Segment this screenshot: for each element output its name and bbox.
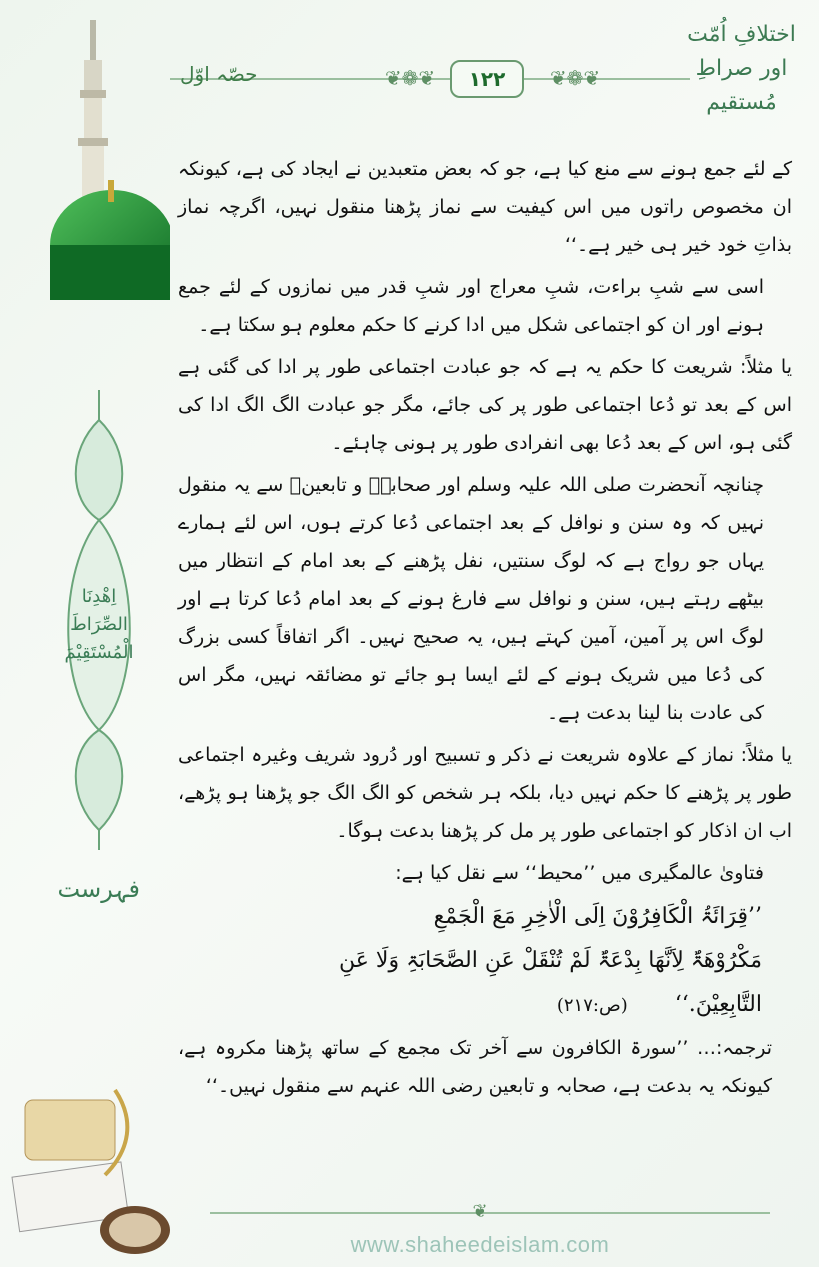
book-title: [684, 18, 799, 120]
arabic-quote-line-1: ’’قِرَائَۃُ الْکَافِرُوْنَ اِلَی الْاٰخِرِ مَعَ الْجَمْعِ: [433, 904, 762, 929]
section-label: حصّہ اوّل: [180, 62, 258, 86]
arabic-quote-line-3-text: التَّابِعِیْنَ.‘‘: [674, 992, 762, 1017]
arabic-quote-line-2: مَکْرُوْھَۃٌ لِاَنَّھَا بِدْعَۃٌ لَمْ تُنْقَلْ عَنِ الصَّحَابَۃِ وَلَا عَنِ: [339, 948, 762, 973]
website-link[interactable]: www.shaheedeislam.com: [350, 1232, 610, 1257]
reference: (ص:۲۱۷): [556, 995, 628, 1016]
translation: ترجمہ:… ’’سورۃ الکافرون سے آخر تک مجمع کے ساتھ پڑھنا مکروہ ہے، کیونکہ یہ بدعت ہے، صحابہ و تابعین رضی اللہ عنہم سے منقول نہیں۔‘‘: [178, 1037, 772, 1097]
paragraph-4: چنانچہ آنحضرت صلی اللہ علیہ وسلم اور صحابہؓ و تابعینؒ سے یہ منقول نہیں کہ وہ سنن و نوافل کے بعد اجتماعی دُعا کرتے ہوں، اس لئے ہمارے یہاں جو رواج ہے کہ لوگ سنتیں، نفل پڑھنے کے بعد امام کے انتظار میں بیٹھے رہتے ہیں، سنن و نوافل سے فارغ ہونے کے بعد امام دُعا کرتا ہے اور لوگ اس پر آمین، آمین کہتے ہیں، یہ صحیح نہیں۔ اگر اتفاقاً کسی بزرگ کی دُعا میں شریک ہونے کے لئے ایسا ہو جائے تو مضائقہ نہیں، مگر اس کی عادت بنا لینا بدعت ہے۔: [178, 474, 764, 724]
arabic-quote-line-3: [178, 984, 792, 1027]
panel-calligraphy: اِھْدِنَا الصِّرَاطَ الْمُسْتَقِیْمَ: [64, 586, 134, 663]
paragraph-6: فتاویٰ عالمگیری میں ’’محیط‘‘ سے نقل کیا ہے:: [395, 862, 764, 884]
page-content: [178, 150, 792, 1109]
green-dome-mosque-icon: [20, 10, 170, 300]
page-number: ۱۲۲: [450, 60, 524, 98]
paragraph-5: یا مثلاً: نماز کے علاوہ شریعت نے ذکر و تسبیح اور دُرود شریف وغیرہ اجتماعی طور پر پڑھنے کا حکم نہیں دیا، بلکہ ہر شخص کو الگ الگ جو پڑھنا ہو پڑھے، اب ان اذکار کو اجتماعی طور پر مل کر پڑھنا بدعت ہوگا۔: [178, 744, 792, 842]
paragraph-1: کے لئے جمع ہونے سے منع کیا ہے، جو کہ بعض متعبدین نے ایجاد کی ہے، کیونکہ ان مخصوص راتوں میں اس کیفیت سے نماز پڑھنا منقول نہیں، اگرچہ نماز بذاتِ خود خیر ہی خیر ہے۔‘‘: [178, 158, 792, 256]
book-title-line2: اور صراطِ مُستقیم: [695, 56, 788, 115]
header-ornament-right-icon: ❦❁❦: [549, 66, 601, 90]
table-of-contents-link[interactable]: فہرست: [57, 875, 140, 903]
scroll-quill-icon: [5, 1080, 175, 1260]
book-title-line1: اختلافِ اُمّت: [687, 22, 796, 47]
paragraph-3: یا مثلاً: شریعت کا حکم یہ ہے کہ جو عبادت اجتماعی طور پر ادا کی گئی ہے اس کے بعد تو دُعا اجتماعی طور پر کی جائے، مگر جو عبادت الگ الگ ادا کی گئی ہو، اس کے بعد دُعا بھی انفرادی طور پر ہونی چاہئے۔: [178, 356, 792, 454]
footer-ornament-icon: ❦: [472, 1201, 488, 1222]
header-ornament-left-icon: ❦❁❦: [384, 66, 436, 90]
paragraph-2: اسی سے شبِ براءت، شبِ معراج اور شبِ قدر میں نمازوں کے لئے جمع ہونے اور ان کو اجتماعی شکل میں ادا کرنے کا حکم معلوم ہو سکتا ہے۔: [178, 276, 764, 336]
